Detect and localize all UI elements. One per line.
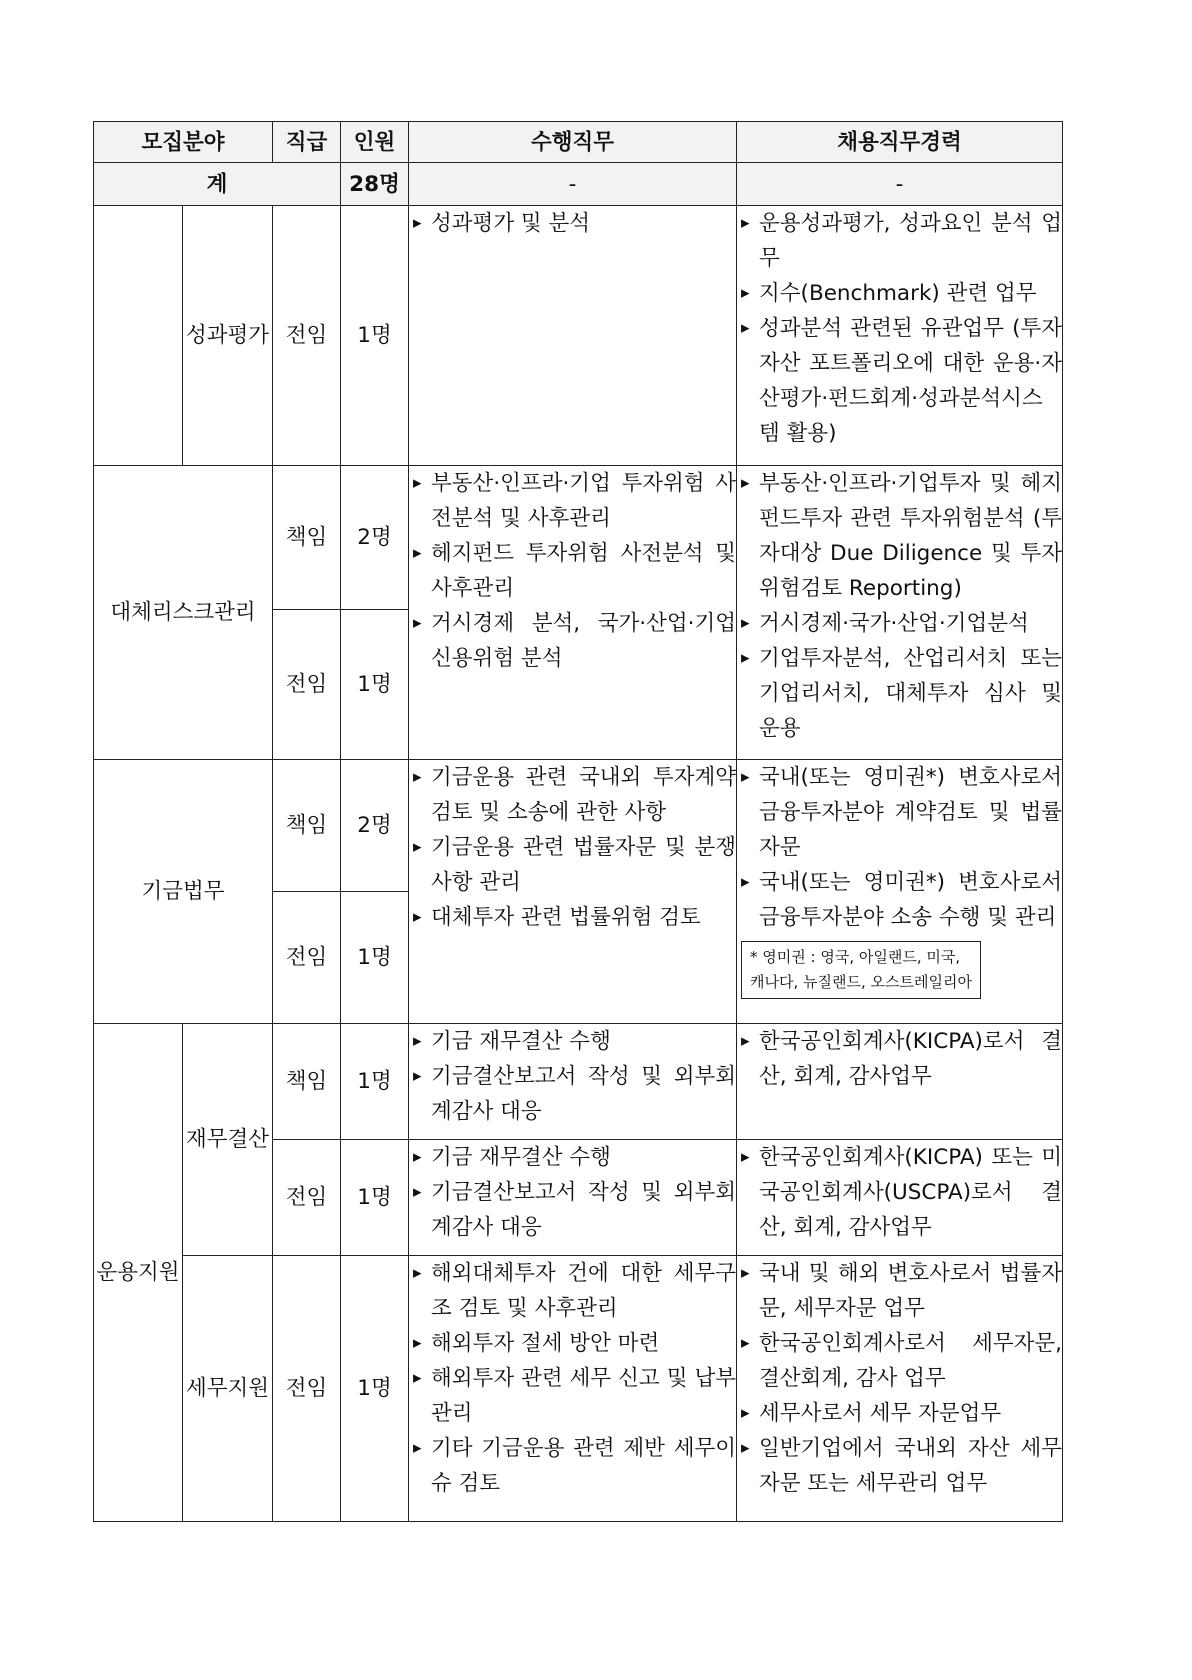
list-item: ▸ 성과평가 및 분석: [409, 206, 736, 241]
list-item: ▸ 국내(또는 영미권*) 변호사로서 금융투자분야 계약검토 및 법률자문: [737, 760, 1062, 865]
list-item: ▸ 해외투자 절세 방안 마련: [409, 1326, 736, 1361]
grade-cell: 전임: [273, 1140, 341, 1256]
count-cell: 1명: [341, 1256, 409, 1522]
grade-cell: 책임: [273, 1024, 341, 1140]
count-cell: 2명: [341, 466, 409, 610]
list-item: ▸ 지수(Benchmark) 관련 업무: [737, 276, 1062, 311]
list-item: ▸ 기금결산보고서 작성 및 외부회계감사 대응: [409, 1175, 736, 1245]
list-item: ▸ 해외대체투자 건에 대한 세무구조 검토 및 사후관리: [409, 1256, 736, 1326]
field-cell: 성과평가: [183, 206, 273, 466]
career-cell: [737, 1140, 1063, 1256]
list-item: ▸ 기금운용 관련 법률자문 및 분쟁사항 관리: [409, 830, 736, 900]
field-cell: 대체리스크관리: [94, 466, 273, 760]
grade-cell: 전임: [273, 892, 341, 1024]
group-cell: 운용지원: [94, 1024, 183, 1522]
duty-cell: [409, 1140, 737, 1256]
table-row: [94, 1256, 1063, 1522]
header-duty: 수행직무: [409, 122, 737, 163]
list-item: ▸ 기금 재무결산 수행: [409, 1024, 736, 1059]
list-item: ▸ 한국공인회계사(KICPA) 또는 미국공인회계사(USCPA)로서 결산, 회계, 감사업무: [737, 1140, 1062, 1245]
list-item: ▸ 거시경제·국가·산업·기업분석: [737, 606, 1062, 641]
empty-group-cell: [94, 206, 183, 466]
list-item: ▸ 일반기업에서 국내외 자산 세무자문 또는 세무관리 업무: [737, 1431, 1062, 1501]
grade-cell: 전임: [273, 206, 341, 466]
header-row: [94, 122, 1063, 163]
career-cell: [737, 1256, 1063, 1522]
list-item: ▸ 거시경제 분석, 국가·산업·기업 신용위험 분석: [409, 606, 736, 676]
recruitment-table: [93, 121, 1063, 1522]
list-item: ▸ 한국공인회계사(KICPA)로서 결산, 회계, 감사업무: [737, 1024, 1062, 1094]
table-row: [94, 206, 1063, 466]
field-cell: 세무지원: [183, 1256, 273, 1522]
table-row: [94, 760, 1063, 892]
career-cell: [737, 466, 1063, 760]
duty-cell: [409, 1256, 737, 1522]
count-cell: 1명: [341, 206, 409, 466]
list-item: ▸ 국내 및 해외 변호사로서 법률자문, 세무자문 업무: [737, 1256, 1062, 1326]
list-item: ▸ 운용성과평가, 성과요인 분석 업무: [737, 206, 1062, 276]
list-item: ▸ 기금 재무결산 수행: [409, 1140, 736, 1175]
count-cell: 1명: [341, 1140, 409, 1256]
list-item: ▸ 부동산·인프라·기업투자 및 헤지펀드투자 관련 투자위험분석 (투자대상 Due Diligence 및 투자 위험검토 Reporting): [737, 466, 1062, 606]
list-item: ▸ 기업투자분석, 산업리서치 또는 기업리서치, 대체투자 심사 및 운용: [737, 641, 1062, 746]
header-count: 인원: [341, 122, 409, 163]
list-item: ▸ 대체투자 관련 법률위험 검토: [409, 900, 736, 935]
list-item: ▸ 성과분석 관련된 유관업무 (투자자산 포트폴리오에 대한 운용·자산평가·펀드회계·성과분석시스템 활용): [737, 311, 1062, 451]
duty-cell: [409, 760, 737, 1024]
total-duty: -: [409, 163, 737, 206]
duty-cell: [409, 466, 737, 760]
list-item: ▸ 한국공인회계사로서 세무자문, 결산회계, 감사 업무: [737, 1326, 1062, 1396]
footnote-line: * 영미권 : 영국, 아일랜드, 미국,: [750, 948, 961, 966]
career-cell: [737, 206, 1063, 466]
footnote-box: [741, 941, 981, 999]
count-cell: 2명: [341, 760, 409, 892]
career-cell: [737, 760, 1063, 1024]
list-item: ▸ 기타 기금운용 관련 제반 세무이슈 검토: [409, 1431, 736, 1501]
duty-cell: [409, 1024, 737, 1140]
total-count: 28명: [341, 163, 409, 206]
count-cell: 1명: [341, 892, 409, 1024]
total-row: [94, 163, 1063, 206]
total-label: 계: [94, 163, 341, 206]
table-row: [94, 1024, 1063, 1140]
list-item: ▸ 부동산·인프라·기업 투자위험 사전분석 및 사후관리: [409, 466, 736, 536]
list-item: ▸ 세무사로서 세무 자문업무: [737, 1396, 1062, 1431]
total-career: -: [737, 163, 1063, 206]
list-item: ▸ 국내(또는 영미권*) 변호사로서 금융투자분야 소송 수행 및 관리: [737, 865, 1062, 935]
grade-cell: 전임: [273, 610, 341, 760]
list-item: ▸ 기금운용 관련 국내외 투자계약검토 및 소송에 관한 사항: [409, 760, 736, 830]
table-row: [94, 466, 1063, 610]
header-field: 모집분야: [94, 122, 273, 163]
field-cell: 기금법무: [94, 760, 273, 1024]
career-cell: [737, 1024, 1063, 1140]
list-item: ▸ 해외투자 관련 세무 신고 및 납부 관리: [409, 1361, 736, 1431]
count-cell: 1명: [341, 1024, 409, 1140]
grade-cell: 전임: [273, 1256, 341, 1522]
header-grade: 직급: [273, 122, 341, 163]
grade-cell: 책임: [273, 466, 341, 610]
field-cell: 재무결산: [183, 1024, 273, 1256]
count-cell: 1명: [341, 610, 409, 760]
footnote-line: 캐나다, 뉴질랜드, 오스트레일리아: [750, 973, 972, 991]
list-item: ▸ 기금결산보고서 작성 및 외부회계감사 대응: [409, 1059, 736, 1129]
header-career: 채용직무경력: [737, 122, 1063, 163]
grade-cell: 책임: [273, 760, 341, 892]
duty-cell: [409, 206, 737, 466]
list-item: ▸ 헤지펀드 투자위험 사전분석 및 사후관리: [409, 536, 736, 606]
